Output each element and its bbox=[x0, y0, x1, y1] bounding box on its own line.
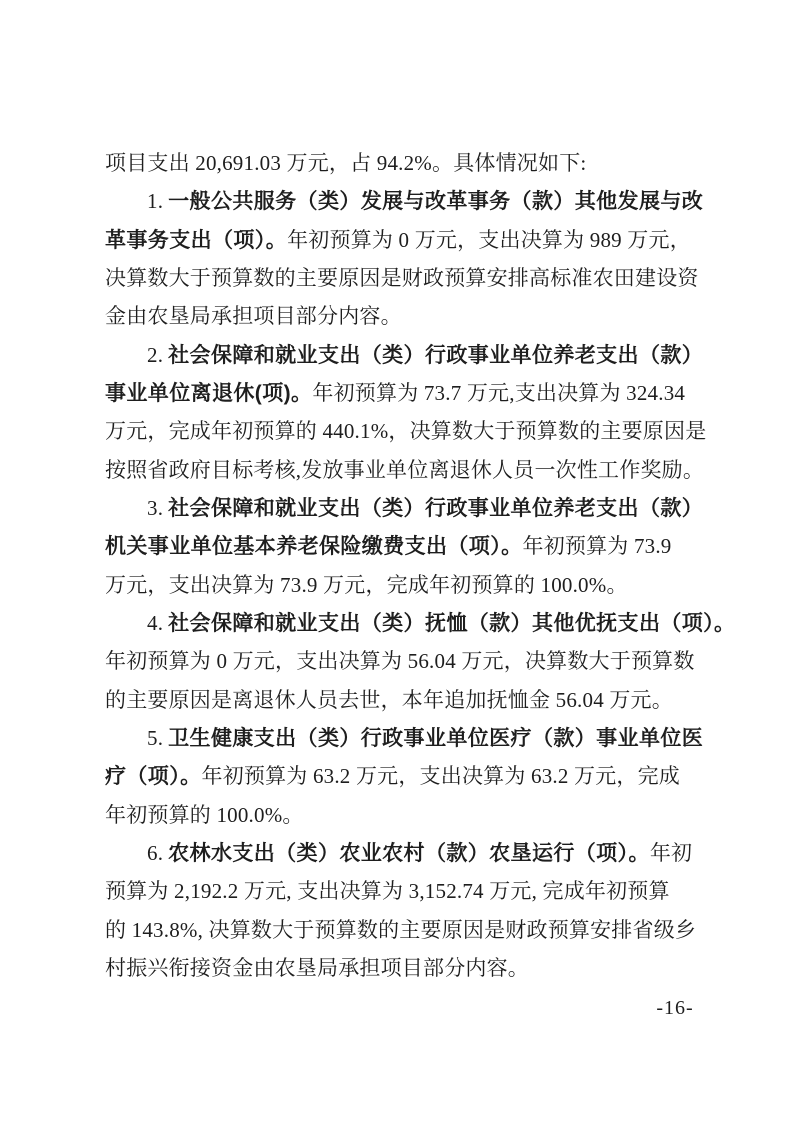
text-line bbox=[105, 681, 697, 719]
heading-text: 社会保障和就业支出（类）行政事业单位养老支出（款） bbox=[168, 343, 704, 367]
text-line bbox=[105, 336, 704, 374]
text-line bbox=[105, 144, 697, 182]
body-text: 金由农垦局承担项目部分内容。 bbox=[105, 304, 402, 329]
body-text: 年初预算为 73.9 bbox=[522, 534, 672, 559]
heading-text: 社会保障和就业支出（类）抚恤（款）其他优抚支出（项）。 bbox=[168, 611, 736, 635]
heading-text: 卫生健康支出（类）行政事业单位医疗（款）事业单位医 bbox=[168, 726, 704, 750]
body-text: 按照省政府目标考核,发放事业单位离退休人员一次性工作奖励。 bbox=[105, 457, 705, 482]
body-text: 预算为 2,192.2 万元, 支出决算为 3,152.74 万元, 完成年初预算 bbox=[105, 879, 670, 904]
heading-text: 机关事业单位基本养老保险缴费支出（项）。 bbox=[105, 535, 523, 559]
body-text: 项目支出 20,691.03 万元，占 94.2%。具体情况如下: bbox=[105, 151, 587, 175]
text-line bbox=[105, 451, 705, 489]
text-line bbox=[105, 489, 704, 527]
body-text: 万元，支出决算为 73.9 万元，完成年初预算的 100.0%。 bbox=[105, 572, 628, 597]
text-line bbox=[105, 412, 707, 450]
text-line bbox=[105, 757, 697, 795]
text-line bbox=[105, 642, 697, 680]
text-line bbox=[105, 527, 697, 565]
heading-text: 疗（项）。 bbox=[105, 765, 202, 789]
body-text: 村振兴衔接资金由农垦局承担项目部分内容。 bbox=[105, 955, 529, 980]
page-body-text-lines bbox=[105, 144, 736, 987]
text-line bbox=[105, 911, 697, 949]
body-text: 万元，完成年初预算的 440.1%，决算数大于预算数的主要原因是 bbox=[105, 419, 707, 444]
body-text: 年初预算为 63.2 万元，支出决算为 63.2 万元，完成 bbox=[201, 764, 680, 789]
text-line bbox=[105, 796, 697, 834]
text-line bbox=[105, 834, 697, 872]
item-number: 6. bbox=[147, 840, 164, 865]
text-line bbox=[105, 566, 697, 604]
item-number: 1. bbox=[147, 189, 164, 214]
body-text: 年初预算的 100.0%。 bbox=[105, 802, 304, 827]
text-line bbox=[105, 719, 704, 757]
text-line bbox=[105, 872, 697, 910]
text-line bbox=[105, 259, 697, 297]
body-text: 的 143.8%, 决算数大于预算数的主要原因是财政预算安排省级乡 bbox=[105, 917, 697, 942]
heading-text: 革事务支出（项）。 bbox=[105, 228, 288, 252]
text-line bbox=[105, 297, 697, 335]
page-number: -16- bbox=[656, 997, 694, 1019]
heading-text: 农林水支出（类）农业农村（款）农垦运行（项）。 bbox=[168, 841, 650, 865]
text-line bbox=[105, 949, 697, 987]
item-number: 5. bbox=[147, 725, 164, 750]
heading-text: 事业单位离退休(项)。 bbox=[105, 381, 313, 405]
body-text: 年初预算为 0 万元，支出决算为 56.04 万元，决算数大于预算数 bbox=[105, 649, 695, 674]
text-line bbox=[105, 604, 736, 642]
body-text: 的主要原因是离退休人员去世，本年追加抚恤金 56.04 万元。 bbox=[105, 687, 673, 712]
text-line bbox=[105, 374, 697, 412]
item-number: 3. bbox=[147, 495, 164, 520]
item-number: 2. bbox=[147, 342, 164, 367]
text-line bbox=[105, 221, 697, 259]
body-text: 年初 bbox=[649, 840, 693, 865]
item-number: 4. bbox=[147, 610, 164, 635]
text-line bbox=[105, 182, 704, 220]
body-text: 决算数大于预算数的主要原因是财政预算安排高标准农田建设资 bbox=[105, 265, 699, 290]
heading-text: 社会保障和就业支出（类）行政事业单位养老支出（款） bbox=[168, 496, 704, 520]
body-text: 年初预算为 0 万元，支出决算为 989 万元， bbox=[287, 227, 691, 252]
heading-text: 一般公共服务（类）发展与改革事务（款）其他发展与改 bbox=[168, 190, 704, 214]
body-text: 年初预算为 73.7 万元,支出决算为 324.34 bbox=[312, 380, 686, 405]
